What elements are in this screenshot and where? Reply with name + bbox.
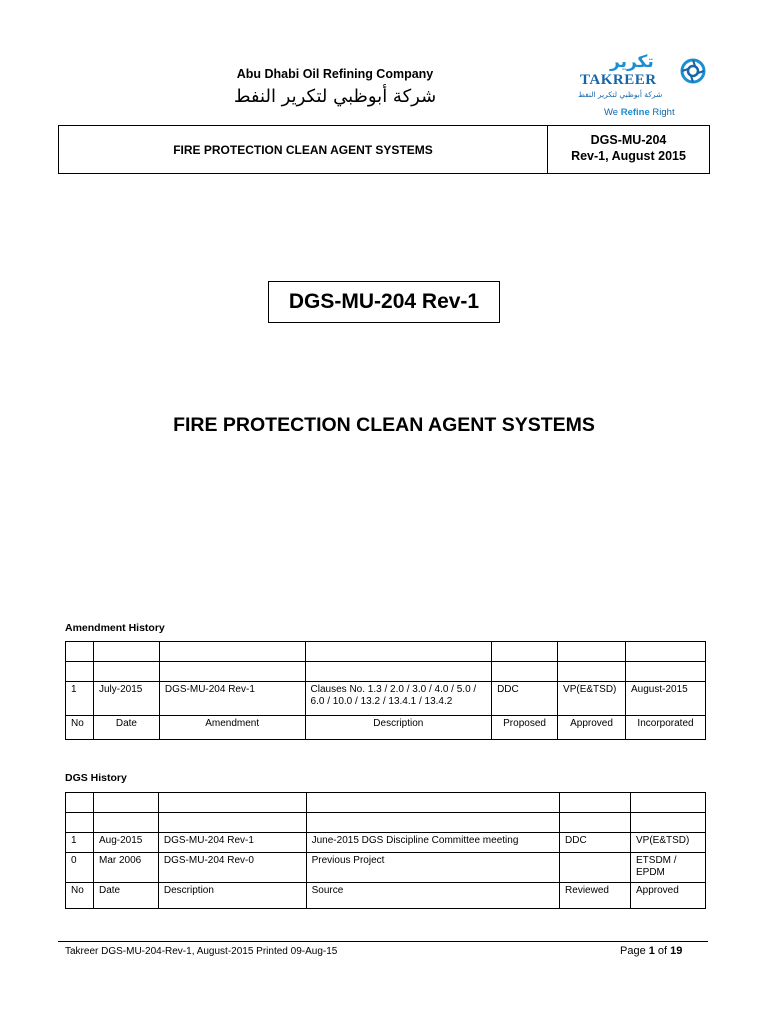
dgs-history-label: DGS History [65,772,127,784]
header-title-box [58,125,710,174]
amendment-history-table [65,641,706,740]
cell-date: Aug-2015 [93,833,158,853]
cell-date: Mar 2006 [93,853,158,883]
page-number: Page 1 of 19 [620,945,683,957]
header-description: Description [305,716,492,740]
header-approved: Approved [558,716,626,740]
cell-no: 1 [66,833,94,853]
cell-proposed: DDC [492,682,558,716]
table-row [66,813,706,833]
cell-source: Previous Project [306,853,559,883]
logo-arabic-text: تكرير [610,52,654,72]
cell-reviewed: DDC [560,833,631,853]
cell-approved: VP(E&TSD) [631,833,706,853]
cell-no: 1 [66,682,94,716]
cell-description: DGS-MU-204 Rev-0 [158,853,306,883]
document-code-box: DGS-MU-204 Rev-1 [268,281,500,323]
cell-date: July-2015 [93,682,159,716]
header-approved: Approved [631,883,706,909]
header-doc-revision: Rev-1, August 2015 [571,149,686,163]
cell-incorporated: August-2015 [626,682,706,716]
header-no: No [66,716,94,740]
table-row [66,662,706,682]
cell-approved: VP(E&TSD) [558,682,626,716]
page-title: FIRE PROTECTION CLEAN AGENT SYSTEMS [173,414,595,436]
header-doc-ref [548,126,709,173]
header-date: Date [93,716,159,740]
cell-source: June-2015 DGS Discipline Committee meeting [306,833,559,853]
logo-tagline: We Refine Right [604,107,675,118]
cell-approved: ETSDM / EPDM [631,853,706,883]
footer-document-info: Takreer DGS-MU-204-Rev-1, August-2015 Printed 09-Aug-15 [65,946,338,957]
logo-swirl-icon [680,58,706,84]
header-doc-code: DGS-MU-204 [590,133,667,147]
header-source: Source [306,883,559,909]
header-incorporated: Incorporated [626,716,706,740]
amendment-history-label: Amendment History [65,622,165,634]
takreer-logo [570,52,710,120]
header-reviewed: Reviewed [560,883,631,909]
table-header-row [66,883,706,909]
company-name: Abu Dhabi Oil Refining Company [236,67,434,81]
header-title: FIRE PROTECTION CLEAN AGENT SYSTEMS [59,126,548,173]
cell-no: 0 [66,853,94,883]
table-row [66,682,706,716]
header-no: No [66,883,94,909]
cell-description: Clauses No. 1.3 / 2.0 / 3.0 / 4.0 / 5.0 / 6.0 / 10.0 / 13.2 / 13.4.1 / 13.4.2 [305,682,492,716]
cell-reviewed [560,853,631,883]
cell-amendment: DGS-MU-204 Rev-1 [159,682,305,716]
footer-divider [58,941,708,942]
table-row [66,642,706,662]
table-header-row [66,716,706,740]
table-row [66,853,706,883]
logo-arabic-subtitle: شركة أبوظبي لتكرير النفط [578,90,663,99]
table-row [66,793,706,813]
header-amendment: Amendment [159,716,305,740]
logo-english-text: TAKREER [580,72,657,88]
cell-description: DGS-MU-204 Rev-1 [158,833,306,853]
table-row [66,833,706,853]
company-name-arabic: شركة أبوظبي لتكرير النفط [233,86,437,107]
header-description: Description [158,883,306,909]
dgs-history-table [65,792,706,909]
header-proposed: Proposed [492,716,558,740]
header-date: Date [93,883,158,909]
